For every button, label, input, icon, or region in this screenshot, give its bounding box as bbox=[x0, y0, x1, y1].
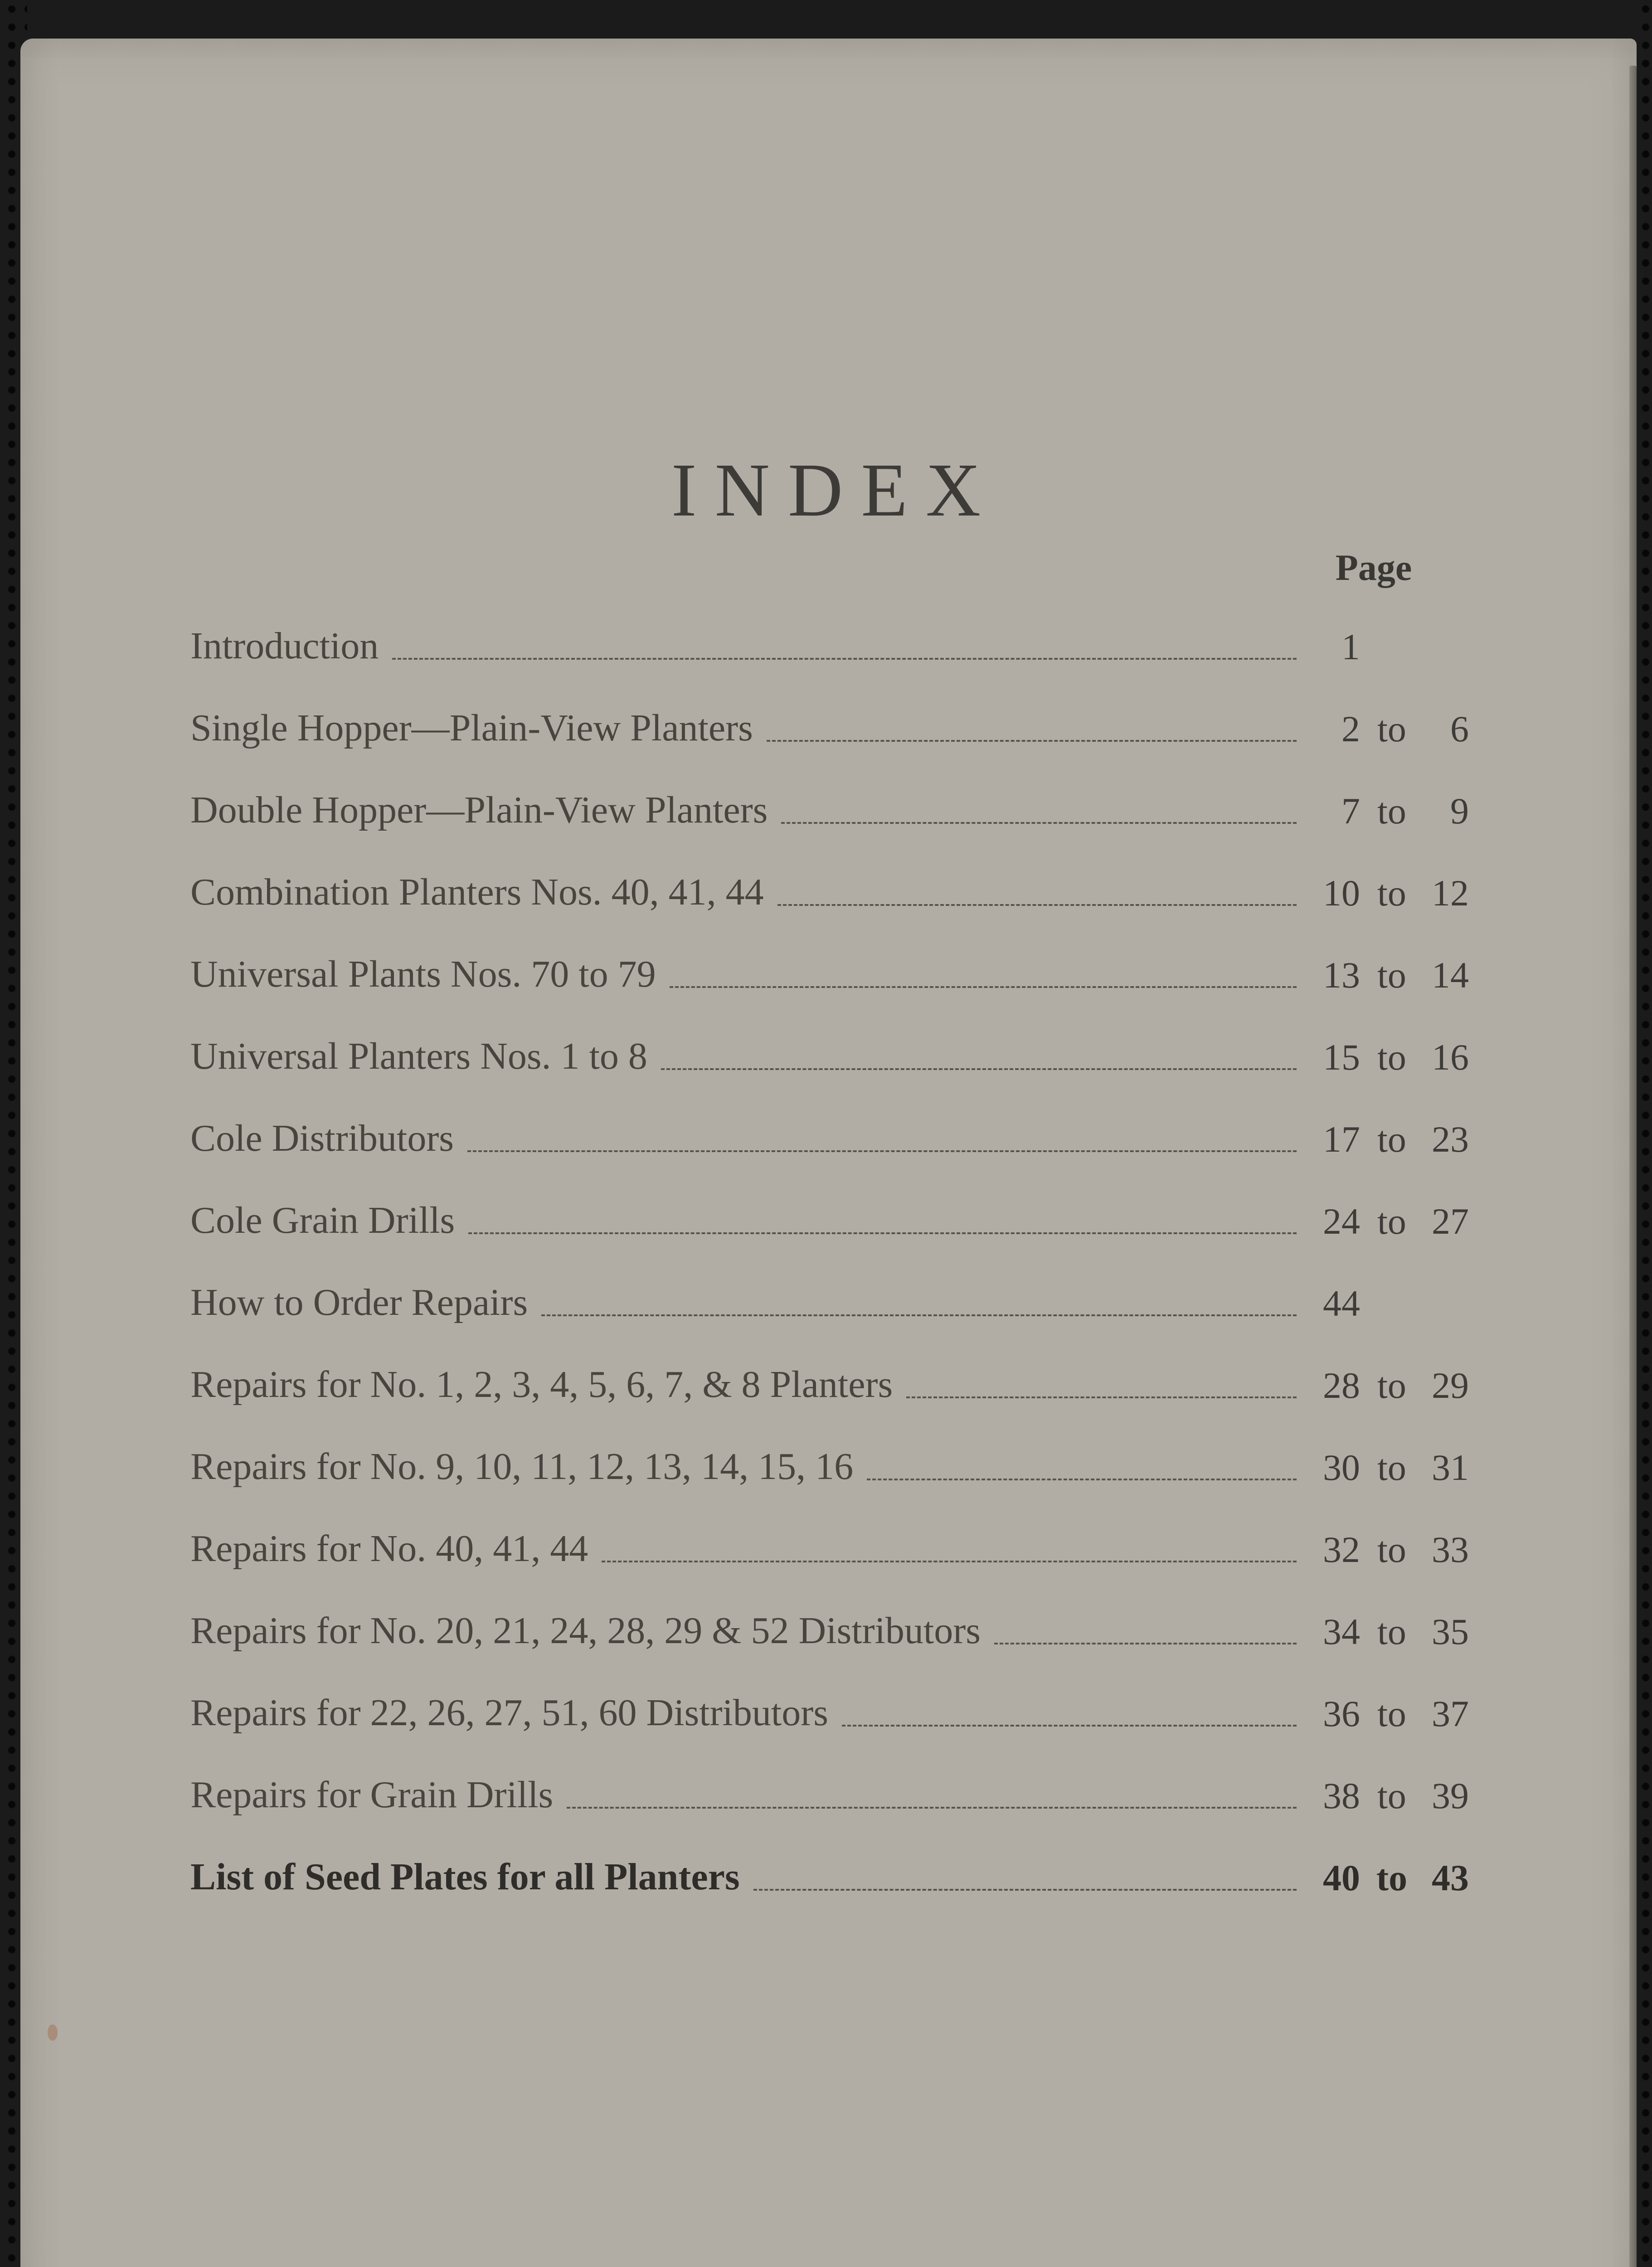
page-to: 31 bbox=[1432, 1447, 1469, 1488]
page-range-to: to bbox=[1377, 1365, 1406, 1406]
page-to bbox=[1424, 1280, 1469, 1327]
index-entry bbox=[190, 1444, 1469, 1526]
entry-label: List of Seed Plates for all Planters bbox=[190, 1856, 740, 1898]
page-range-to: to bbox=[1377, 1775, 1406, 1816]
page-range-to: to bbox=[1376, 1857, 1408, 1898]
index-entry bbox=[190, 1526, 1469, 1608]
page-from: 30 bbox=[1323, 1447, 1360, 1488]
entry-pages bbox=[1315, 623, 1469, 671]
entry-label: Double Hopper—Plain-View Planters bbox=[190, 789, 768, 831]
page-from: 38 bbox=[1323, 1775, 1360, 1816]
page-from: 44 bbox=[1323, 1283, 1360, 1324]
page-to: 33 bbox=[1432, 1529, 1469, 1570]
index-entry bbox=[190, 1608, 1469, 1690]
entry-label: Combination Planters Nos. 40, 41, 44 bbox=[190, 871, 764, 913]
entry-label: Cole Distributors bbox=[190, 1117, 454, 1159]
page-range-to: to bbox=[1377, 1447, 1406, 1488]
entry-label: Repairs for No. 9, 10, 11, 12, 13, 14, 15, 16 bbox=[190, 1445, 854, 1488]
dot-leader bbox=[777, 870, 1297, 906]
page-from: 10 bbox=[1323, 872, 1360, 914]
dot-leader bbox=[661, 1034, 1297, 1070]
page-from: 36 bbox=[1323, 1693, 1360, 1734]
entry-pages bbox=[1315, 788, 1469, 835]
page-to: 12 bbox=[1432, 872, 1469, 914]
page-to: 9 bbox=[1450, 790, 1469, 832]
page-from: 1 bbox=[1341, 626, 1360, 667]
page-from: 2 bbox=[1341, 708, 1360, 749]
index-entry bbox=[190, 1690, 1469, 1772]
entry-label: Repairs for Grain Drills bbox=[190, 1774, 554, 1816]
page-range-to: to bbox=[1377, 1611, 1406, 1652]
page-to: 6 bbox=[1450, 708, 1469, 749]
index-entry bbox=[190, 1116, 1469, 1198]
page-range-to: to bbox=[1377, 708, 1406, 749]
index-entry bbox=[190, 1772, 1469, 1854]
page-from: 13 bbox=[1323, 954, 1360, 996]
entry-label: How to Order Repairs bbox=[190, 1281, 528, 1323]
entry-label: Cole Grain Drills bbox=[190, 1199, 455, 1241]
page-to: 39 bbox=[1432, 1775, 1469, 1816]
entry-label: Repairs for 22, 26, 27, 51, 60 Distributors bbox=[190, 1692, 828, 1734]
dot-leader bbox=[994, 1608, 1297, 1644]
index-entry bbox=[190, 952, 1469, 1034]
entry-label: Universal Planters Nos. 1 to 8 bbox=[190, 1035, 647, 1077]
dot-leader bbox=[567, 1772, 1297, 1809]
dot-leader bbox=[867, 1444, 1297, 1480]
page-range-to: to bbox=[1377, 1529, 1406, 1570]
index-entry bbox=[190, 1280, 1469, 1362]
entry-pages bbox=[1315, 1608, 1469, 1655]
page-from: 34 bbox=[1323, 1611, 1360, 1652]
entry-label: Repairs for No. 40, 41, 44 bbox=[190, 1528, 588, 1570]
entry-label: Universal Plants Nos. 70 to 79 bbox=[190, 953, 656, 995]
page-range-to: to bbox=[1377, 1036, 1406, 1078]
dot-leader bbox=[781, 788, 1297, 824]
page-range-to: to bbox=[1377, 1201, 1406, 1242]
entry-pages bbox=[1315, 1198, 1469, 1245]
page-from: 32 bbox=[1323, 1529, 1360, 1570]
page-from: 40 bbox=[1323, 1857, 1360, 1898]
binding-holes-right bbox=[1634, 0, 1652, 2267]
page-to: 16 bbox=[1432, 1036, 1469, 1078]
entry-pages bbox=[1315, 1034, 1469, 1081]
entry-pages bbox=[1315, 1116, 1469, 1163]
entry-pages bbox=[1315, 1690, 1469, 1737]
page-range-to: to bbox=[1377, 1119, 1406, 1160]
dot-leader bbox=[468, 1198, 1297, 1234]
dot-leader bbox=[602, 1526, 1297, 1562]
page-column-header: Page bbox=[1335, 547, 1412, 588]
page-to: 43 bbox=[1432, 1857, 1469, 1898]
dot-leader bbox=[753, 1854, 1297, 1891]
index-entry bbox=[190, 1854, 1469, 1936]
page-to: 23 bbox=[1432, 1119, 1469, 1160]
dot-leader bbox=[842, 1690, 1297, 1727]
dot-leader bbox=[670, 952, 1297, 988]
dot-leader bbox=[767, 705, 1297, 742]
page-range-to: to bbox=[1377, 1693, 1406, 1734]
page-from: 28 bbox=[1323, 1365, 1360, 1406]
page-range-to: to bbox=[1377, 872, 1406, 914]
entry-pages bbox=[1315, 1362, 1469, 1409]
dot-leader bbox=[541, 1280, 1297, 1316]
page-to: 14 bbox=[1432, 954, 1469, 996]
entry-label: Single Hopper—Plain-View Planters bbox=[190, 707, 753, 749]
page-to: 35 bbox=[1432, 1611, 1469, 1652]
page-to: 37 bbox=[1432, 1693, 1469, 1734]
page-from: 17 bbox=[1323, 1119, 1360, 1160]
entry-pages bbox=[1315, 952, 1469, 999]
index-entry bbox=[190, 1034, 1469, 1116]
index-entry bbox=[190, 1198, 1469, 1280]
page-range-to bbox=[1369, 623, 1414, 671]
index-entry bbox=[190, 788, 1469, 870]
entry-pages bbox=[1315, 1280, 1469, 1327]
dot-leader bbox=[467, 1116, 1297, 1152]
page-from: 7 bbox=[1341, 790, 1360, 832]
dot-leader bbox=[906, 1362, 1297, 1398]
page-range-to: to bbox=[1377, 954, 1406, 996]
index-entry bbox=[190, 1362, 1469, 1444]
entry-pages bbox=[1315, 1854, 1469, 1902]
entry-label: Introduction bbox=[190, 625, 379, 667]
entry-label: Repairs for No. 1, 2, 3, 4, 5, 6, 7, & 8 Planters bbox=[190, 1363, 893, 1406]
page-to: 27 bbox=[1432, 1201, 1469, 1242]
page-range-to: to bbox=[1377, 790, 1406, 832]
page-to: 29 bbox=[1432, 1365, 1469, 1406]
index-entry bbox=[190, 870, 1469, 952]
index-entry bbox=[190, 623, 1469, 705]
paper-stain bbox=[48, 2024, 58, 2041]
page-edge bbox=[1629, 66, 1637, 2267]
dot-leader bbox=[392, 623, 1297, 660]
index-entry bbox=[190, 705, 1469, 788]
index-title: INDEX bbox=[671, 448, 999, 532]
entry-pages bbox=[1315, 1444, 1469, 1491]
index-table bbox=[190, 623, 1469, 1936]
page-from: 15 bbox=[1323, 1036, 1360, 1078]
page-range-to bbox=[1369, 1280, 1414, 1327]
entry-pages bbox=[1315, 1772, 1469, 1819]
entry-label: Repairs for No. 20, 21, 24, 28, 29 & 52 Distributors bbox=[190, 1610, 981, 1652]
entry-pages bbox=[1315, 870, 1469, 917]
entry-pages bbox=[1315, 1526, 1469, 1573]
entry-pages bbox=[1315, 705, 1469, 753]
page-from: 24 bbox=[1323, 1201, 1360, 1242]
page-to bbox=[1424, 623, 1469, 671]
